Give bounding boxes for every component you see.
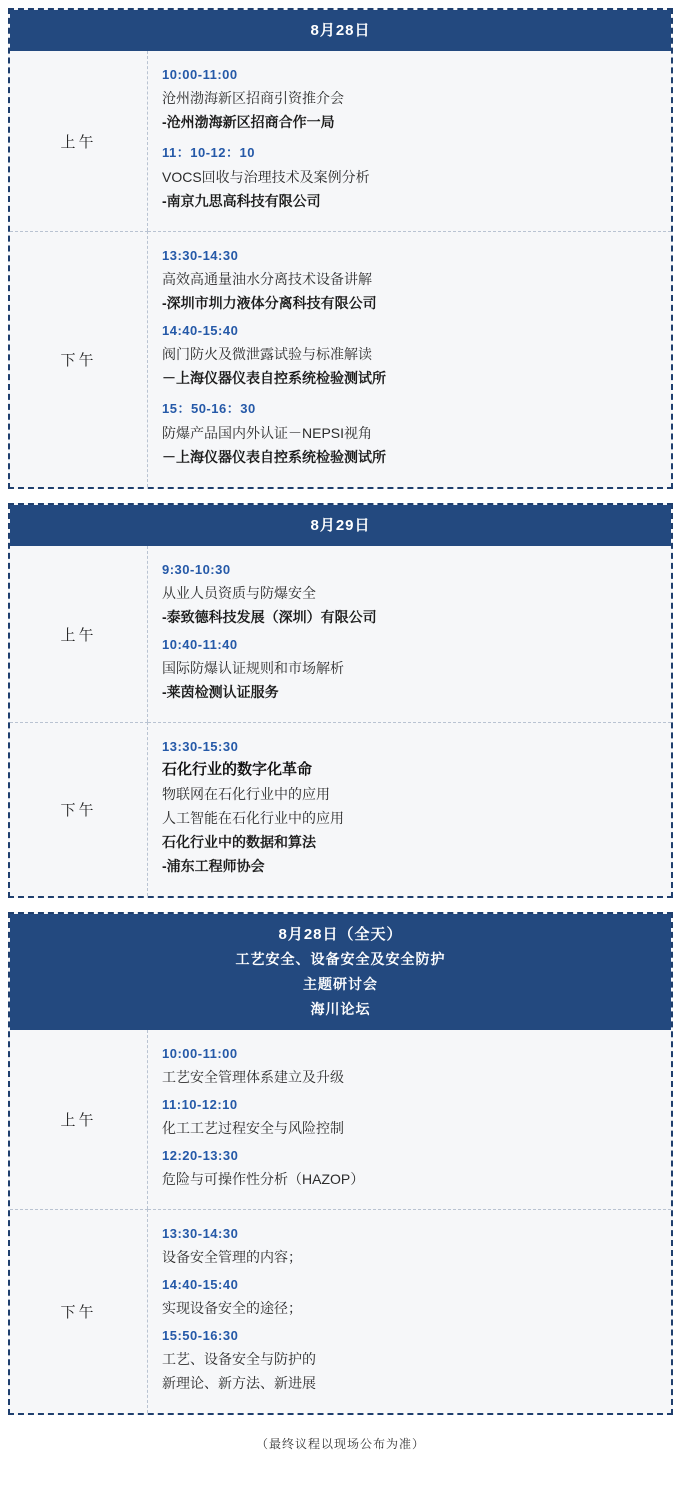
session-time: 10:40-11:40: [162, 637, 238, 652]
agenda-card-header-line: 8月28日（全天）: [278, 926, 403, 943]
agenda-card: [8, 912, 673, 1415]
session-label: 下午: [10, 722, 148, 896]
session-content: [148, 1209, 671, 1413]
table-row: [10, 1209, 671, 1413]
agenda-card-header: [10, 505, 671, 546]
spacer: [162, 880, 657, 882]
session-topic: -沧州渤海新区招商合作一局: [162, 114, 335, 130]
session-content: [148, 1030, 671, 1209]
session-time: 9:30-10:30: [162, 562, 231, 577]
session-topic: -浦东工程师协会: [162, 858, 265, 874]
spacer: [162, 471, 657, 473]
table-row: [10, 1030, 671, 1209]
session-time: 14:40-15:40: [162, 1277, 239, 1292]
session-topic: 沧州渤海新区招商引资推介会: [162, 90, 344, 106]
session-topic: -莱茵检测认证服务: [162, 684, 279, 700]
agenda-card: [8, 503, 673, 898]
session-time: 13:30-14:30: [162, 248, 239, 263]
session-topic: －上海仪器仪表自控系统检验测试所: [162, 449, 386, 465]
session-topic: 高效高通量油水分离技术设备讲解: [162, 271, 372, 287]
session-topic: 石化行业中的数据和算法: [162, 834, 316, 850]
session-time: 10:00-11:00: [162, 1046, 238, 1061]
spacer: [162, 392, 657, 394]
session-topic: VOCS回收与治理技术及案例分析: [162, 169, 370, 185]
spacer: [162, 317, 657, 319]
session-topic: －上海仪器仪表自控系统检验测试所: [162, 370, 386, 386]
session-topic: 设备安全管理的内容；: [162, 1249, 302, 1265]
agenda-card-header: [10, 10, 671, 51]
session-content: [148, 546, 671, 722]
agenda-grid: [10, 1030, 671, 1413]
session-topic: 工艺安全管理体系建立及升级: [162, 1069, 344, 1085]
session-topic: 新理论、新方法、新进展: [162, 1375, 316, 1391]
agenda-card-header-line: 8月29日: [310, 517, 371, 534]
session-time: 14:40-15:40: [162, 323, 239, 338]
spacer: [162, 631, 657, 633]
session-topic: -南京九思高科技有限公司: [162, 193, 321, 209]
spacer: [162, 215, 657, 217]
session-topic: 实现设备安全的途径；: [162, 1300, 302, 1316]
session-topic: 防爆产品国内外认证－NEPSI视角: [162, 425, 373, 441]
session-label: 上午: [10, 546, 148, 722]
session-time: 13:30-15:30: [162, 739, 239, 754]
session-topic: -深圳市圳力液体分离科技有限公司: [162, 295, 377, 311]
session-content: [148, 722, 671, 896]
spacer: [162, 1322, 657, 1324]
session-time: 15：50-16：30: [162, 401, 256, 416]
session-time: 13:30-14:30: [162, 1226, 239, 1241]
session-topic: 工艺、设备安全与防护的: [162, 1351, 316, 1367]
agenda-grid: [10, 546, 671, 896]
session-topic: 从业人员资质与防爆安全: [162, 585, 316, 601]
session-time: 10:00-11:00: [162, 67, 238, 82]
session-time: 11:10-12:10: [162, 1097, 238, 1112]
spacer: [162, 706, 657, 708]
spacer: [162, 1193, 657, 1195]
session-topic: 阀门防火及微泄露试验与标准解读: [162, 346, 372, 362]
footnote: （最终议程以现场公布为准）: [255, 1437, 425, 1451]
table-row: [10, 722, 671, 896]
agenda-grid: [10, 51, 671, 487]
agenda-card: [8, 8, 673, 489]
session-label: 下午: [10, 231, 148, 487]
spacer: [162, 1091, 657, 1093]
session-time: 12:20-13:30: [162, 1148, 239, 1163]
agenda-card-header-line: 工艺安全、设备安全及安全防护: [235, 951, 446, 967]
session-topic: 危险与可操作性分析（HAZOP）: [162, 1171, 365, 1187]
session-content: [148, 231, 671, 487]
session-topic: 物联网在石化行业中的应用: [162, 786, 330, 802]
session-topic: 化工工艺过程安全与风险控制: [162, 1120, 344, 1136]
spacer: [162, 1271, 657, 1273]
session-time: 15:50-16:30: [162, 1328, 239, 1343]
agenda-card-header: [10, 914, 671, 1030]
table-row: [10, 51, 671, 231]
session-time: 11：10-12：10: [162, 145, 255, 160]
session-topic: -泰致德科技发展（深圳）有限公司: [162, 609, 377, 625]
session-label: 上午: [10, 1030, 148, 1209]
agenda-card-header-line: 8月28日: [310, 22, 371, 39]
table-row: [10, 546, 671, 722]
session-topic: 国际防爆认证规则和市场解析: [162, 660, 344, 676]
session-topic: 石化行业的数字化革命: [162, 761, 313, 778]
spacer: [162, 136, 657, 138]
session-topic: 人工智能在石化行业中的应用: [162, 810, 344, 826]
session-label: 上午: [10, 51, 148, 231]
session-content: [148, 51, 671, 231]
spacer: [162, 1142, 657, 1144]
session-label: 下午: [10, 1209, 148, 1413]
agenda-card-header-line: 主题研讨会: [303, 976, 378, 992]
agenda-card-header-line: 海川论坛: [310, 1001, 371, 1017]
table-row: [10, 231, 671, 487]
agenda-sections: [8, 8, 673, 1415]
spacer: [162, 1397, 657, 1399]
